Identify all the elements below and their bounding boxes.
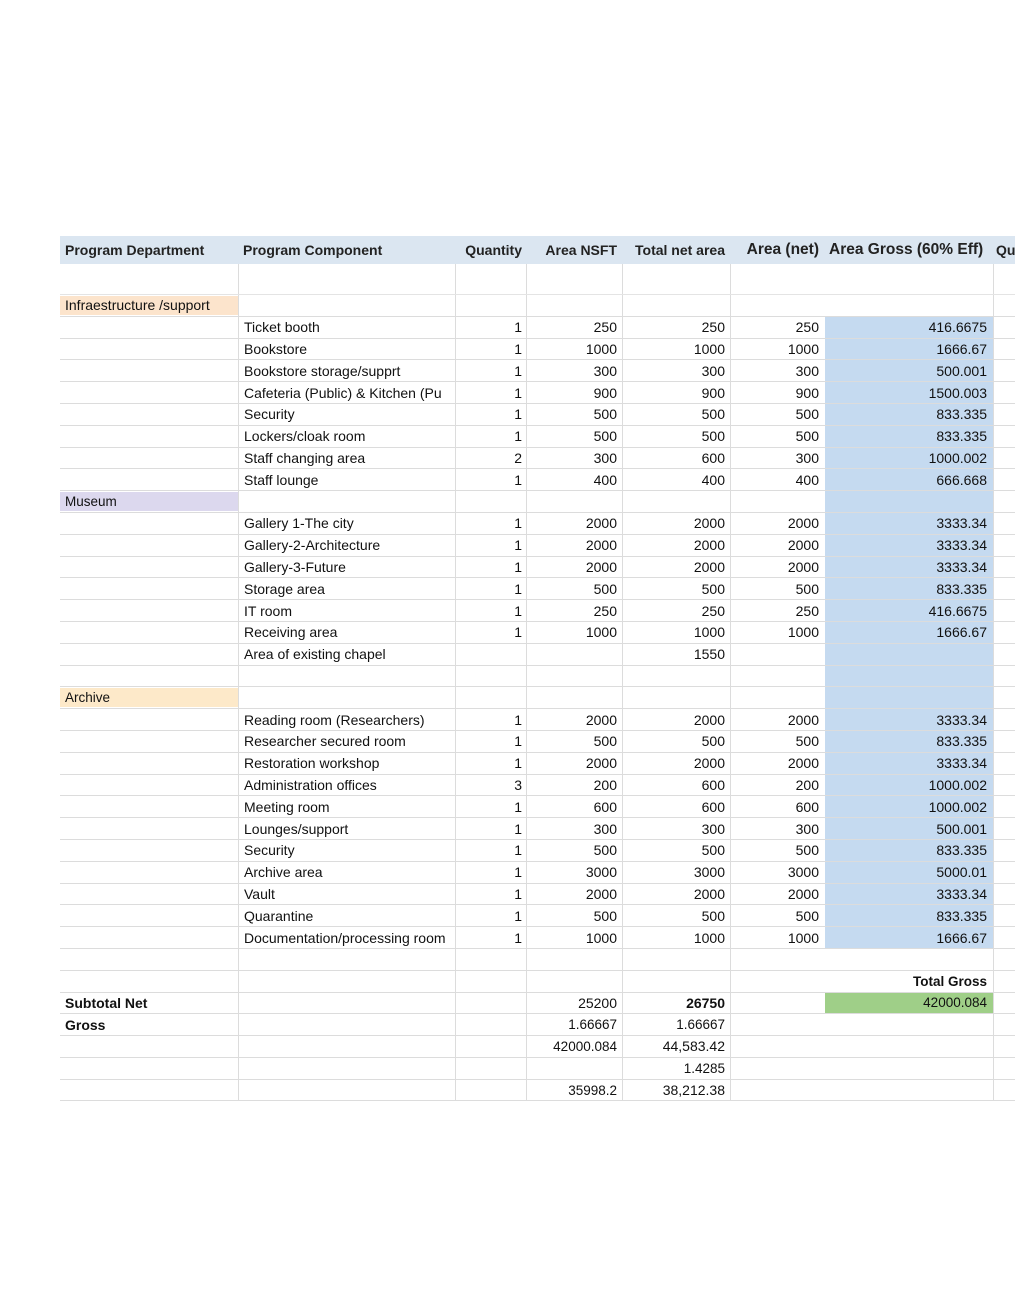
total-net-area-cell[interactable]: 400	[622, 469, 730, 490]
gross-label[interactable]: Gross	[65, 1016, 106, 1033]
total-gross-label-row	[60, 971, 1015, 993]
subtotal-nsft[interactable]: 25200	[526, 993, 622, 1014]
total-net-area-cell[interactable]: 600	[622, 796, 730, 817]
component-cell[interactable]: Lounges/support	[238, 818, 455, 839]
area-net-cell[interactable]: 2000	[730, 753, 825, 774]
table-row	[60, 796, 1015, 818]
area-nsft-cell[interactable]: 2000	[526, 513, 622, 534]
header-area-net[interactable]: Area (net)	[746, 241, 819, 258]
department-cell[interactable]	[60, 448, 238, 469]
subtotal-net-label[interactable]: Subtotal Net	[65, 994, 148, 1011]
area-net-cell[interactable]: 2000	[730, 513, 825, 534]
quantity-cell[interactable]: 1	[455, 818, 526, 839]
component-cell[interactable]: Gallery 1-The city	[238, 513, 455, 534]
table-row	[60, 818, 1015, 840]
area-net-cell[interactable]: 600	[730, 796, 825, 817]
department-cell[interactable]	[60, 775, 238, 796]
quantity-cell[interactable]: 1	[455, 731, 526, 752]
department-cell[interactable]	[60, 360, 238, 381]
quantity-cell[interactable]: 1	[455, 753, 526, 774]
area-gross-cell[interactable]: 1500.003	[825, 382, 993, 403]
total-net-area-cell[interactable]: 600	[622, 448, 730, 469]
table-row	[60, 884, 1015, 906]
area-net-cell[interactable]: 900	[730, 382, 825, 403]
area-nsft-cell[interactable]: 250	[526, 317, 622, 338]
extra-cell[interactable]	[993, 862, 1015, 883]
area-nsft-cell[interactable]: 500	[526, 578, 622, 599]
total-net-area-cell[interactable]: 500	[622, 404, 730, 425]
component-cell[interactable]: Staff lounge	[238, 469, 455, 490]
table-row	[60, 578, 1015, 600]
department-cell[interactable]	[60, 862, 238, 883]
table-row	[60, 753, 1015, 775]
extra-cell[interactable]	[993, 317, 1015, 338]
area-gross-cell[interactable]: 5000.01	[825, 862, 993, 883]
area-nsft-cell[interactable]: 300	[526, 448, 622, 469]
area-net-cell[interactable]: 500	[730, 404, 825, 425]
factor-tna[interactable]: 1.4285	[622, 1058, 730, 1079]
table-row	[60, 709, 1015, 731]
museum-rows	[60, 513, 1015, 666]
total-net-area-cell[interactable]: 3000	[622, 862, 730, 883]
table-row	[60, 840, 1015, 862]
extra-cell[interactable]	[993, 426, 1015, 447]
component-cell[interactable]: Security	[238, 840, 455, 861]
component-cell[interactable]: Vault	[238, 884, 455, 905]
total-net-area-cell[interactable]: 1550	[622, 644, 730, 665]
area-gross-cell[interactable]: 1000.002	[825, 796, 993, 817]
quantity-cell[interactable]: 1	[455, 927, 526, 948]
area-gross-cell[interactable]: 833.335	[825, 731, 993, 752]
quantity-cell[interactable]: 2	[455, 448, 526, 469]
component-cell[interactable]: Reading room (Researchers)	[238, 709, 455, 730]
department-cell[interactable]	[60, 513, 238, 534]
table-row	[60, 426, 1015, 448]
quantity-cell[interactable]: 1	[455, 600, 526, 621]
area-nsft-cell[interactable]: 500	[526, 840, 622, 861]
gross-factor-nsft[interactable]: 1.66667	[526, 1014, 622, 1035]
component-cell[interactable]: Staff changing area	[238, 448, 455, 469]
component-cell[interactable]: Gallery-2-Architecture	[238, 535, 455, 556]
area-gross-cell[interactable]: 833.335	[825, 905, 993, 926]
factor-row	[60, 1058, 1015, 1080]
table-row	[60, 448, 1015, 470]
area-gross-cell[interactable]: 416.6675	[825, 600, 993, 621]
area-gross-cell[interactable]: 1666.67	[825, 622, 993, 643]
extra-cell[interactable]	[993, 775, 1015, 796]
component-cell[interactable]: Administration offices	[238, 775, 455, 796]
area-gross-cell[interactable]: 1000.002	[825, 775, 993, 796]
table-row	[60, 469, 1015, 491]
department-cell[interactable]	[60, 731, 238, 752]
empty-cell[interactable]	[622, 264, 730, 294]
department-label-archive[interactable]: Archive	[60, 688, 238, 707]
table-row	[60, 775, 1015, 797]
final-tna[interactable]: 38,212.38	[622, 1080, 730, 1101]
area-nsft-cell[interactable]: 900	[526, 382, 622, 403]
component-cell[interactable]: Quarantine	[238, 905, 455, 926]
extra-cell[interactable]	[993, 753, 1015, 774]
table-row	[60, 731, 1015, 753]
area-nsft-cell[interactable]: 2000	[526, 709, 622, 730]
final-row	[60, 1080, 1015, 1102]
component-cell[interactable]: IT room	[238, 600, 455, 621]
blank-row	[60, 264, 1015, 295]
area-gross-cell[interactable]: 3333.34	[825, 513, 993, 534]
quantity-cell[interactable]: 1	[455, 469, 526, 490]
department-cell[interactable]	[60, 622, 238, 643]
quantity-cell[interactable]: 1	[455, 382, 526, 403]
area-net-cell[interactable]: 2000	[730, 535, 825, 556]
subtotal-total-net-area[interactable]: 26750	[622, 993, 730, 1014]
area-nsft-cell[interactable]: 300	[526, 818, 622, 839]
area-gross-cell[interactable]	[825, 644, 993, 665]
component-cell[interactable]: Meeting room	[238, 796, 455, 817]
quantity-cell[interactable]: 1	[455, 426, 526, 447]
component-cell[interactable]: Restoration workshop	[238, 753, 455, 774]
extra-cell[interactable]	[993, 448, 1015, 469]
area-net-cell[interactable]: 300	[730, 448, 825, 469]
area-gross-cell[interactable]: 1000.002	[825, 448, 993, 469]
department-cell[interactable]	[60, 535, 238, 556]
area-gross-cell[interactable]: 833.335	[825, 426, 993, 447]
area-net-cell[interactable]: 400	[730, 469, 825, 490]
department-cell[interactable]	[60, 426, 238, 447]
quantity-cell[interactable]: 3	[455, 775, 526, 796]
component-cell[interactable]: Gallery-3-Future	[238, 557, 455, 578]
table-row	[60, 600, 1015, 622]
total-net-area-cell[interactable]: 600	[622, 775, 730, 796]
total-net-area-cell[interactable]: 250	[622, 317, 730, 338]
extra-cell[interactable]	[993, 578, 1015, 599]
department-label-museum[interactable]: Museum	[60, 492, 238, 511]
component-cell[interactable]: Receiving area	[238, 622, 455, 643]
extra-cell[interactable]	[993, 404, 1015, 425]
area-nsft-cell[interactable]: 2000	[526, 557, 622, 578]
final-nsft[interactable]: 35998.2	[526, 1080, 622, 1101]
header-extra-column[interactable]: Qu	[996, 242, 1015, 258]
area-gross-cell[interactable]: 1666.67	[825, 339, 993, 360]
table-row	[60, 622, 1015, 644]
total-net-area-cell[interactable]: 2000	[622, 753, 730, 774]
component-cell[interactable]: Area of existing chapel	[238, 644, 455, 665]
department-row-museum	[60, 491, 1015, 513]
blank-row	[60, 666, 1015, 688]
area-gross-cell[interactable]: 1666.67	[825, 927, 993, 948]
department-row-archive	[60, 687, 1015, 709]
total-net-area-cell[interactable]: 900	[622, 382, 730, 403]
extra-cell[interactable]	[993, 905, 1015, 926]
component-cell[interactable]: Ticket booth	[238, 317, 455, 338]
component-cell[interactable]: Storage area	[238, 578, 455, 599]
area-nsft-cell[interactable]: 500	[526, 426, 622, 447]
quantity-cell[interactable]: 1	[455, 557, 526, 578]
area-net-cell[interactable]: 3000	[730, 862, 825, 883]
area-nsft-cell[interactable]: 600	[526, 796, 622, 817]
component-cell[interactable]: Cafeteria (Public) & Kitchen (Pu	[238, 382, 455, 403]
area-gross-cell[interactable]: 3333.34	[825, 753, 993, 774]
empty-cell[interactable]	[730, 264, 825, 294]
department-cell[interactable]	[60, 382, 238, 403]
quantity-cell[interactable]: 1	[455, 513, 526, 534]
area-nsft-cell[interactable]: 200	[526, 775, 622, 796]
department-cell[interactable]	[60, 927, 238, 948]
department-cell[interactable]	[60, 905, 238, 926]
area-net-cell[interactable]: 500	[730, 840, 825, 861]
extra-cell[interactable]	[993, 360, 1015, 381]
total-net-area-cell[interactable]: 2000	[622, 884, 730, 905]
area-gross-cell[interactable]: 500.001	[825, 818, 993, 839]
total-net-area-cell[interactable]: 500	[622, 578, 730, 599]
area-net-cell[interactable]: 2000	[730, 709, 825, 730]
total-net-area-cell[interactable]: 500	[622, 905, 730, 926]
extra-cell[interactable]	[993, 709, 1015, 730]
header-program-component[interactable]: Program Component	[243, 242, 383, 258]
table-row	[60, 513, 1015, 535]
table-row	[60, 404, 1015, 426]
quantity-cell[interactable]: 1	[455, 796, 526, 817]
table-row	[60, 535, 1015, 557]
area-nsft-cell[interactable]: 1000	[526, 927, 622, 948]
area-net-cell[interactable]: 1000	[730, 622, 825, 643]
empty-cell[interactable]	[455, 264, 526, 294]
area-nsft-cell[interactable]: 3000	[526, 862, 622, 883]
header-quantity[interactable]: Quantity	[465, 242, 522, 258]
header-area-gross[interactable]: Area Gross (60% Eff)	[829, 241, 984, 258]
total-net-area-cell[interactable]: 2000	[622, 709, 730, 730]
total-net-area-cell[interactable]: 300	[622, 360, 730, 381]
department-cell[interactable]	[60, 796, 238, 817]
empty-cell[interactable]	[993, 264, 1015, 294]
extra-cell[interactable]	[993, 731, 1015, 752]
area-nsft-cell[interactable]: 500	[526, 404, 622, 425]
quantity-cell[interactable]: 1	[455, 339, 526, 360]
total-net-area-cell[interactable]: 2000	[622, 535, 730, 556]
total-net-area-cell[interactable]: 500	[622, 426, 730, 447]
total-gross-value[interactable]: 42000.084	[825, 993, 993, 1014]
blank-row	[60, 949, 1015, 971]
area-nsft-cell[interactable]: 300	[526, 360, 622, 381]
total-net-area-cell[interactable]: 1000	[622, 622, 730, 643]
extra-cell[interactable]	[993, 600, 1015, 621]
area-nsft-cell[interactable]: 2000	[526, 753, 622, 774]
department-cell[interactable]	[60, 753, 238, 774]
gross-total-nsft[interactable]: 42000.084	[526, 1036, 622, 1057]
area-gross-cell[interactable]: 3333.34	[825, 709, 993, 730]
area-nsft-cell[interactable]: 1000	[526, 622, 622, 643]
area-net-cell[interactable]: 300	[730, 360, 825, 381]
total-gross-label[interactable]: Total Gross	[912, 973, 987, 989]
gross-total-row	[60, 1036, 1015, 1058]
quantity-cell[interactable]: 1	[455, 905, 526, 926]
area-net-cell[interactable]: 500	[730, 426, 825, 447]
quantity-cell[interactable]: 1	[455, 622, 526, 643]
quantity-cell[interactable]: 1	[455, 317, 526, 338]
total-net-area-cell[interactable]: 250	[622, 600, 730, 621]
area-gross-cell[interactable]: 500.001	[825, 360, 993, 381]
extra-cell[interactable]	[993, 796, 1015, 817]
area-nsft-cell[interactable]: 2000	[526, 884, 622, 905]
area-net-cell[interactable]: 1000	[730, 339, 825, 360]
department-cell[interactable]	[60, 317, 238, 338]
department-row-infrastructure	[60, 295, 1015, 317]
department-cell[interactable]	[60, 600, 238, 621]
extra-cell[interactable]	[993, 557, 1015, 578]
area-nsft-cell[interactable]: 400	[526, 469, 622, 490]
header-row	[60, 236, 1015, 264]
archive-rows	[60, 709, 1015, 949]
quantity-cell[interactable]	[455, 644, 526, 665]
department-cell[interactable]	[60, 469, 238, 490]
table-row	[60, 905, 1015, 927]
quantity-cell[interactable]: 1	[455, 578, 526, 599]
table-row	[60, 644, 1015, 666]
area-gross-cell[interactable]: 833.335	[825, 840, 993, 861]
area-nsft-cell[interactable]	[526, 644, 622, 665]
component-cell[interactable]: Bookstore storage/supprt	[238, 360, 455, 381]
area-gross-cell[interactable]: 3333.34	[825, 884, 993, 905]
component-cell[interactable]: Security	[238, 404, 455, 425]
area-gross-cell[interactable]: 666.668	[825, 469, 993, 490]
component-cell[interactable]: Bookstore	[238, 339, 455, 360]
table-row	[60, 317, 1015, 339]
gross-row	[60, 1014, 1015, 1036]
total-net-area-cell[interactable]: 300	[622, 818, 730, 839]
area-net-cell[interactable]	[730, 644, 825, 665]
department-cell[interactable]	[60, 709, 238, 730]
area-gross-cell[interactable]: 3333.34	[825, 535, 993, 556]
table-row	[60, 557, 1015, 579]
gross-total-tna[interactable]: 44,583.42	[622, 1036, 730, 1057]
area-nsft-cell[interactable]: 2000	[526, 535, 622, 556]
component-cell[interactable]: Archive area	[238, 862, 455, 883]
department-cell[interactable]	[60, 644, 238, 665]
department-cell[interactable]	[60, 339, 238, 360]
subtotal-net-row	[60, 993, 1015, 1015]
infrastructure-rows	[60, 317, 1015, 491]
area-net-cell[interactable]: 2000	[730, 884, 825, 905]
empty-cell[interactable]	[526, 264, 622, 294]
extra-cell[interactable]	[993, 382, 1015, 403]
table-row	[60, 360, 1015, 382]
area-nsft-cell[interactable]: 500	[526, 731, 622, 752]
department-label-infrastructure[interactable]: Infraestructure /support	[60, 296, 238, 315]
header-total-net-area[interactable]: Total net area	[635, 242, 725, 258]
area-nsft-cell[interactable]: 500	[526, 905, 622, 926]
quantity-cell[interactable]: 1	[455, 535, 526, 556]
department-cell[interactable]	[60, 884, 238, 905]
empty-cell[interactable]	[238, 264, 455, 294]
header-program-department[interactable]: Program Department	[65, 242, 205, 258]
quantity-cell[interactable]: 1	[455, 709, 526, 730]
department-cell[interactable]	[60, 818, 238, 839]
total-net-area-cell[interactable]: 500	[622, 840, 730, 861]
component-cell[interactable]: Lockers/cloak room	[238, 426, 455, 447]
table-row	[60, 339, 1015, 361]
extra-cell[interactable]	[993, 818, 1015, 839]
extra-cell[interactable]	[993, 927, 1015, 948]
department-cell[interactable]	[60, 578, 238, 599]
quantity-cell[interactable]: 1	[455, 360, 526, 381]
area-gross-cell[interactable]: 833.335	[825, 404, 993, 425]
area-net-cell[interactable]: 1000	[730, 927, 825, 948]
extra-cell[interactable]	[993, 513, 1015, 534]
area-nsft-cell[interactable]: 250	[526, 600, 622, 621]
quantity-cell[interactable]: 1	[455, 884, 526, 905]
quantity-cell[interactable]: 1	[455, 840, 526, 861]
table-row	[60, 382, 1015, 404]
area-gross-cell[interactable]: 3333.34	[825, 557, 993, 578]
department-cell[interactable]	[60, 557, 238, 578]
quantity-cell[interactable]: 1	[455, 862, 526, 883]
table-row	[60, 927, 1015, 949]
extra-cell[interactable]	[993, 339, 1015, 360]
extra-cell[interactable]	[993, 840, 1015, 861]
total-net-area-cell[interactable]: 1000	[622, 927, 730, 948]
area-nsft-cell[interactable]: 1000	[526, 339, 622, 360]
total-net-area-cell[interactable]: 500	[622, 731, 730, 752]
department-cell[interactable]	[60, 840, 238, 861]
total-net-area-cell[interactable]: 2000	[622, 513, 730, 534]
extra-cell[interactable]	[993, 644, 1015, 665]
component-cell[interactable]: Researcher secured room	[238, 731, 455, 752]
header-area-nsft[interactable]: Area NSFT	[545, 242, 617, 258]
area-net-cell[interactable]: 250	[730, 600, 825, 621]
area-net-cell[interactable]: 2000	[730, 557, 825, 578]
quantity-cell[interactable]: 1	[455, 404, 526, 425]
area-gross-cell[interactable]: 833.335	[825, 578, 993, 599]
area-net-cell[interactable]: 250	[730, 317, 825, 338]
total-net-area-cell[interactable]: 1000	[622, 339, 730, 360]
department-cell[interactable]	[60, 404, 238, 425]
area-net-cell[interactable]: 500	[730, 578, 825, 599]
area-net-cell[interactable]: 500	[730, 731, 825, 752]
table-row	[60, 862, 1015, 884]
area-net-cell[interactable]: 500	[730, 905, 825, 926]
area-gross-cell[interactable]: 416.6675	[825, 317, 993, 338]
extra-cell[interactable]	[993, 469, 1015, 490]
gross-factor-tna[interactable]: 1.66667	[622, 1014, 730, 1035]
spreadsheet	[60, 236, 1015, 1101]
component-cell[interactable]: Documentation/processing room	[238, 927, 455, 948]
area-net-cell[interactable]: 300	[730, 818, 825, 839]
total-net-area-cell[interactable]: 2000	[622, 557, 730, 578]
extra-cell[interactable]	[993, 622, 1015, 643]
extra-cell[interactable]	[993, 884, 1015, 905]
area-net-cell[interactable]: 200	[730, 775, 825, 796]
extra-cell[interactable]	[993, 535, 1015, 556]
